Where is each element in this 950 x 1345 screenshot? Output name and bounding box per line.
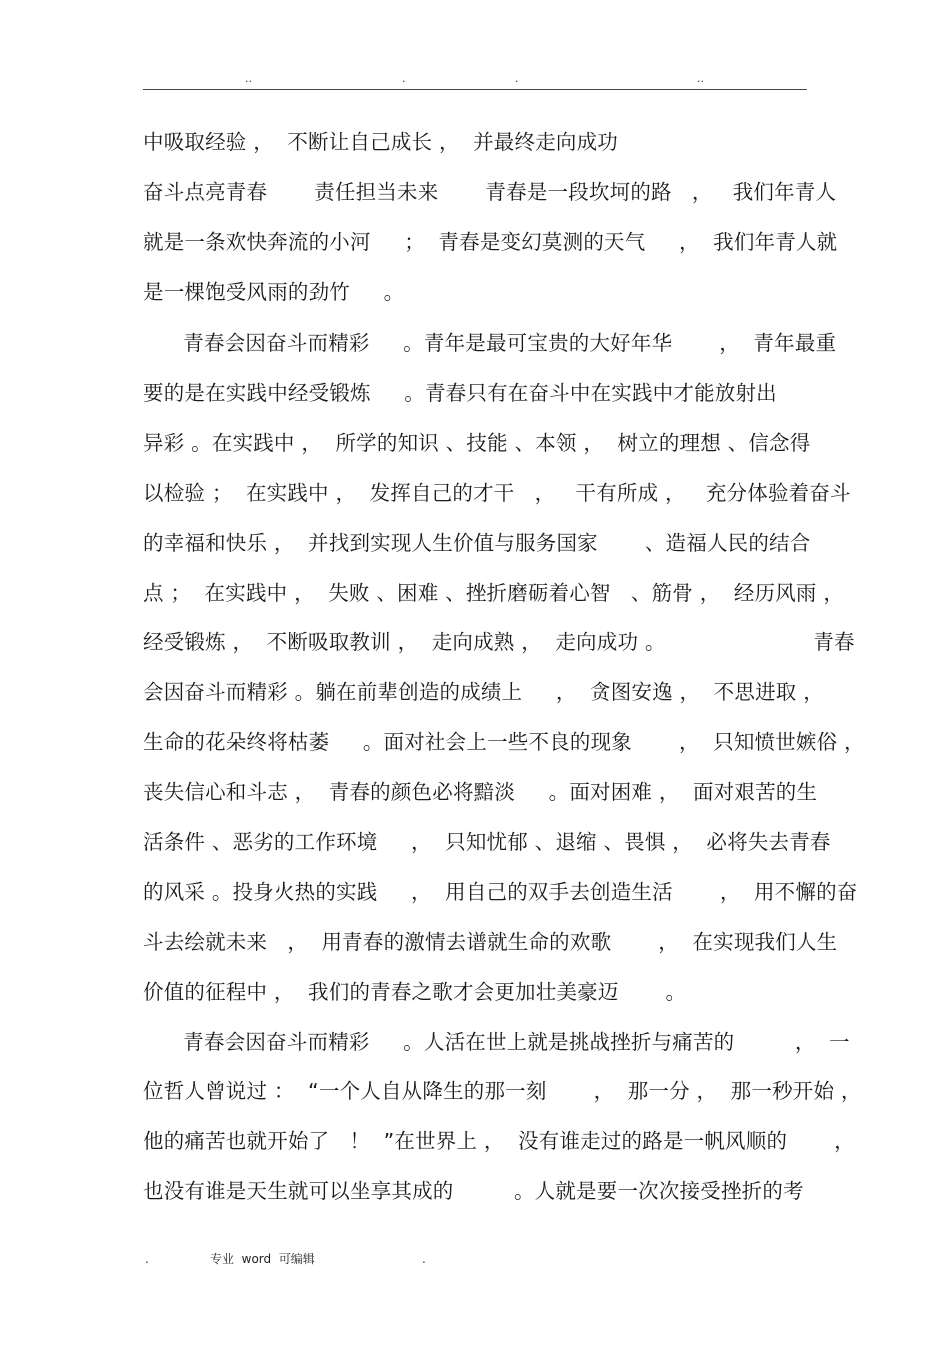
text-line: 经受锻炼 ， 不断吸取教训 ， 走向成熟 ， 走向成功 。 青春	[143, 630, 855, 654]
footer-text: 专业 word 可编辑	[210, 1252, 315, 1266]
text-line: 价值的征程中 ， 我们的青春之歌才会更加壮美豪迈 。	[143, 980, 687, 1004]
text-line: 他的痛苦也就开始了 ！ ”在世界上 ， 没有谁走过的路是一帆风顺的 ，	[143, 1129, 855, 1153]
header-rule	[143, 89, 807, 90]
text-line: 生命的花朵终将枯萎 。面对社会上一些不良的现象 ， 只知愤世嫉俗 ，	[143, 730, 865, 754]
text-line: 的风采 。投身火热的实践 ， 用自己的双手去创造生活 ， 用不懈的奋	[143, 880, 858, 904]
text-line: 中吸取经验 ， 不断让自己成长 ， 并最终走向成功	[143, 130, 618, 154]
text-line: 异彩 。在实践中 ， 所学的知识 、技能 、本领 ， 树立的理想 、信念得	[143, 431, 811, 455]
text-line: 奋斗点亮青春 责任担当未来 青春是一段坎坷的路 ， 我们年青人	[143, 180, 837, 204]
text-line: 青春会因奋斗而精彩 。青年是最可宝贵的大好年华 ， 青年最重	[143, 331, 837, 355]
text-line: 丧失信心和斗志 ， 青春的颜色必将黯淡 。面对困难 ， 面对艰苦的生	[143, 780, 818, 804]
text-line: 也没有谁是天生就可以坐享其成的 。人就是要一次次接受挫折的考	[143, 1179, 804, 1203]
header-mark: ..	[245, 72, 252, 85]
header-mark: ..	[697, 72, 704, 85]
header-mark: .	[515, 72, 519, 85]
text-line: 的幸福和快乐 ， 并找到实现人生价值与服务国家 、造福人民的结合	[143, 531, 811, 555]
text-line: 要的是在实践中经受锻炼 。青春只有在奋斗中在实践中才能放射出	[143, 381, 777, 405]
text-line: 斗去绘就未来 ， 用青春的激情去谱就生命的欢歌 ， 在实现我们人生	[143, 930, 838, 954]
header-mark: .	[402, 72, 406, 85]
footer-mark: .	[422, 1252, 426, 1266]
text-line: 点 ； 在实践中 ， 失败 、困难 、挫折磨砺着心智 、筋骨 ， 经历风雨 ，	[143, 581, 845, 605]
footer-mark: .	[145, 1252, 149, 1266]
text-line: 就是一条欢快奔流的小河 ； 青春是变幻莫测的天气 ， 我们年青人就	[143, 230, 838, 254]
text-line: 会因奋斗而精彩 。躺在前辈创造的成绩上 ， 贪图安逸 ， 不思进取 ，	[143, 680, 824, 704]
text-line: 以检验 ； 在实践中 ， 发挥自己的才干 ， 干有所成 ， 充分体验着奋斗	[143, 481, 851, 505]
text-line: 活条件 、恶劣的工作环境 ， 只知忧郁 、退缩 、畏惧 ， 必将失去青春	[143, 830, 831, 854]
text-line: 是一棵饱受风雨的劲竹 。	[143, 280, 405, 304]
text-line: 位哲人曾说过 ： “一个人自从降生的那一刻 ， 那一分 ， 那一秒开始 ，	[143, 1079, 862, 1103]
text-line: 青春会因奋斗而精彩 。人活在世上就是挑战挫折与痛苦的 ， 一	[143, 1030, 850, 1054]
